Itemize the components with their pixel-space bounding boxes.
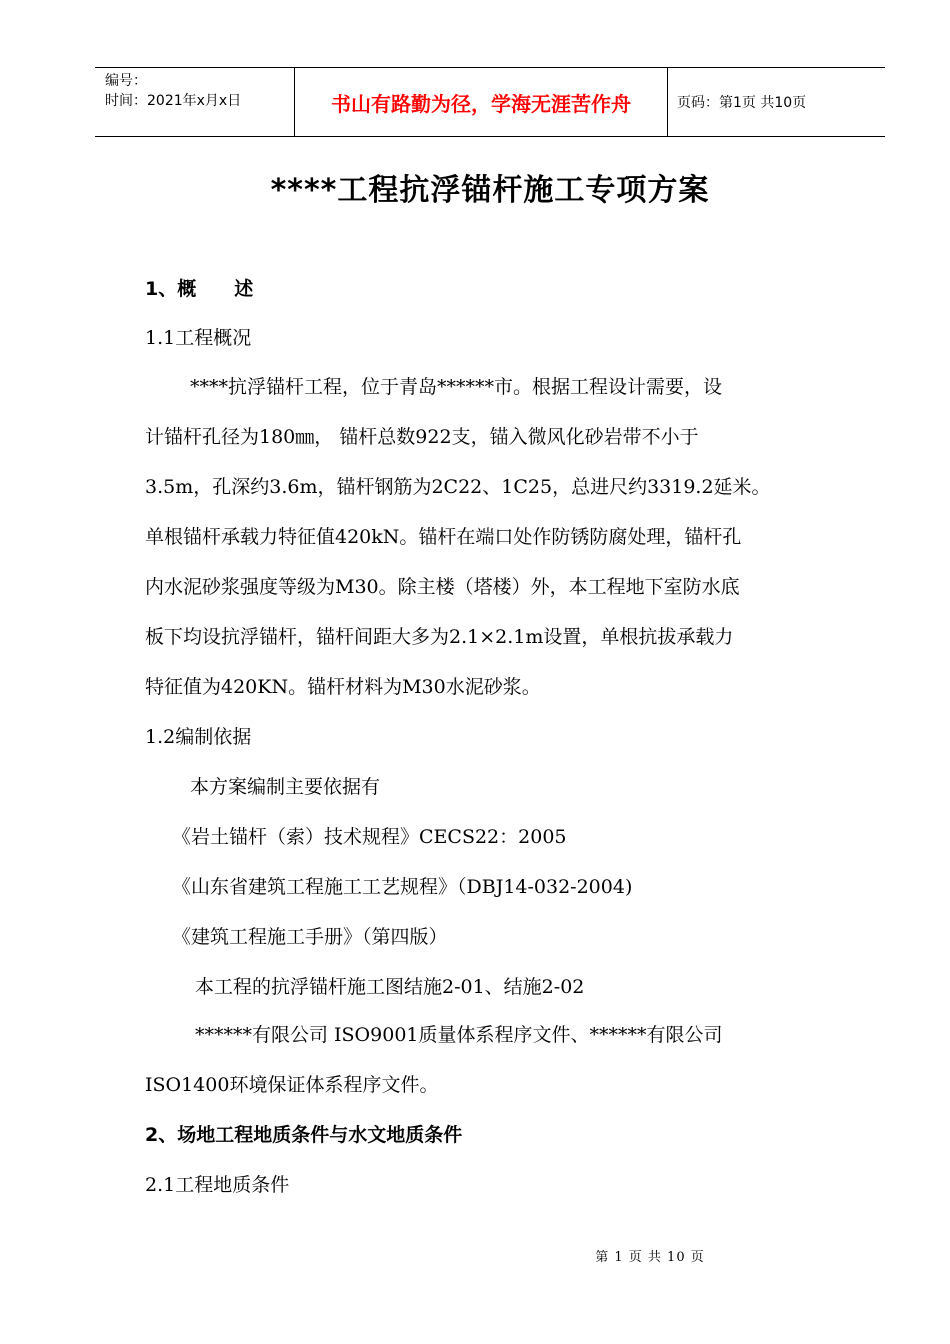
iso-line: ISO1400环境保证体系程序文件。: [145, 1074, 439, 1096]
header-motto: 书山有路勤为径，学海无涯苦作舟: [295, 68, 668, 136]
overview-line: 特征值为420KN。锚杆材料为M30水泥砂浆。: [145, 676, 541, 698]
overview-line: ****抗浮锚杆工程，位于青岛******市。根据工程设计需要，设: [190, 376, 723, 398]
iso-paragraph: [145, 1010, 840, 1110]
section-2-heading: 2、场地工程地质条件与水文地质条件: [145, 1124, 463, 1146]
basis-item: 本工程的抗浮锚杆施工图结施2-01、结施2-02: [195, 976, 585, 998]
number-label: 编号：: [105, 73, 147, 89]
page-header-table: [95, 67, 885, 137]
basis-item: 《建筑工程施工手册》（第四版）: [172, 926, 448, 948]
document-title: ****工程抗浮锚杆施工专项方案: [270, 173, 710, 208]
overview-line: 板下均设抗浮锚杆，锚杆间距大多为2.1×2.1m设置，单根抗拔承载力: [145, 626, 734, 648]
basis-item: 《岩土锚杆（索）技术规程》CECS22：2005: [172, 826, 567, 848]
overview-paragraph: [145, 362, 845, 712]
subsection-1-1: 1.1工程概况: [145, 327, 252, 349]
overview-line: 计锚杆孔径为180㎜， 锚杆总数922支，锚入微风化砂岩带不小于: [145, 426, 699, 448]
subsection-2-1: 2.1工程地质条件: [145, 1174, 290, 1196]
header-meta-cell: [95, 68, 295, 136]
iso-line: ******有限公司 ISO9001质量体系程序文件、******有限公司: [195, 1024, 723, 1046]
section-1-heading: 1、概 述: [145, 278, 254, 300]
basis-intro: 本方案编制主要依据有: [190, 776, 381, 798]
subsection-1-2: 1.2编制依据: [145, 726, 252, 748]
header-page-info: 页码：第1页 共10页: [677, 95, 807, 111]
time-label: 时间：2021年x月x日: [105, 93, 242, 109]
overview-line: 内水泥砂浆强度等级为M30。除主楼（塔楼）外，本工程地下室防水底: [145, 576, 740, 598]
overview-line: 单根锚杆承载力特征值420kN。锚杆在端口处作防锈防腐处理，锚杆孔: [145, 526, 742, 548]
overview-line: 3.5m，孔深约3.6m，锚杆钢筋为2C22、1C25，总进尺约3319.2延米。: [145, 476, 771, 498]
basis-item: 《山东省建筑工程施工工艺规程》（DBJ14-032-2004): [172, 876, 633, 898]
page-footer: 第 1 页 共 10 页: [595, 1250, 705, 1265]
